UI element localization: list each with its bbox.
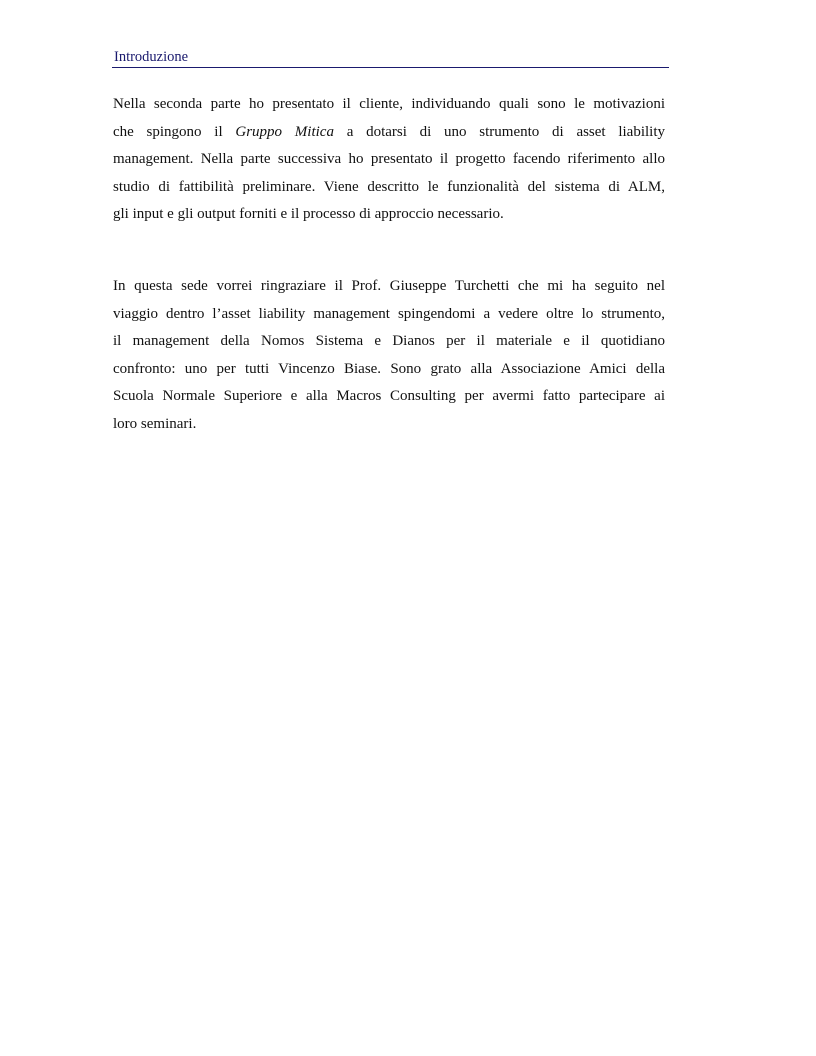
emphasis-company-name: Gruppo Mitica xyxy=(235,123,334,140)
text-line: management. Nella parte successiva ho presentato il progetto facendo riferimento allo xyxy=(113,151,665,167)
running-header xyxy=(112,47,669,68)
text-line: viaggio dentro l’asset liability management spingendomi a vedere oltre lo strumento, xyxy=(113,305,665,322)
text-line: il management della Nomos Sistema e Dianos per il materiale e il quotidiano xyxy=(113,333,665,349)
text-line: studio di fattibilità preliminare. Viene descritto le funzionalità del sistema di ALM, xyxy=(113,178,665,195)
text-line: gli input e gli output forniti e il processo di approccio necessario. xyxy=(113,206,504,222)
paragraph-intro xyxy=(113,91,665,229)
text-line: In questa sede vorrei ringraziare il Prof. Giuseppe Turchetti che mi ha seguito nel xyxy=(113,278,665,294)
text-line: Scuola Normale Superiore e alla Macros Consulting per avermi fatto partecipare ai xyxy=(113,388,665,404)
chapter-title: Introduzione xyxy=(114,49,189,65)
paragraph-acknowledgements xyxy=(113,273,665,438)
text-line: Nella seconda parte ho presentato il cliente, individuando quali sono le motivazioni xyxy=(113,96,665,112)
text-line: confronto: uno per tutti Vincenzo Biase. Sono grato alla Associazione Amici della xyxy=(113,360,665,377)
text-line: loro seminari. xyxy=(113,415,197,432)
text-line: che spingono il Gruppo Mitica a dotarsi di uno strumento di asset liability xyxy=(113,123,666,140)
